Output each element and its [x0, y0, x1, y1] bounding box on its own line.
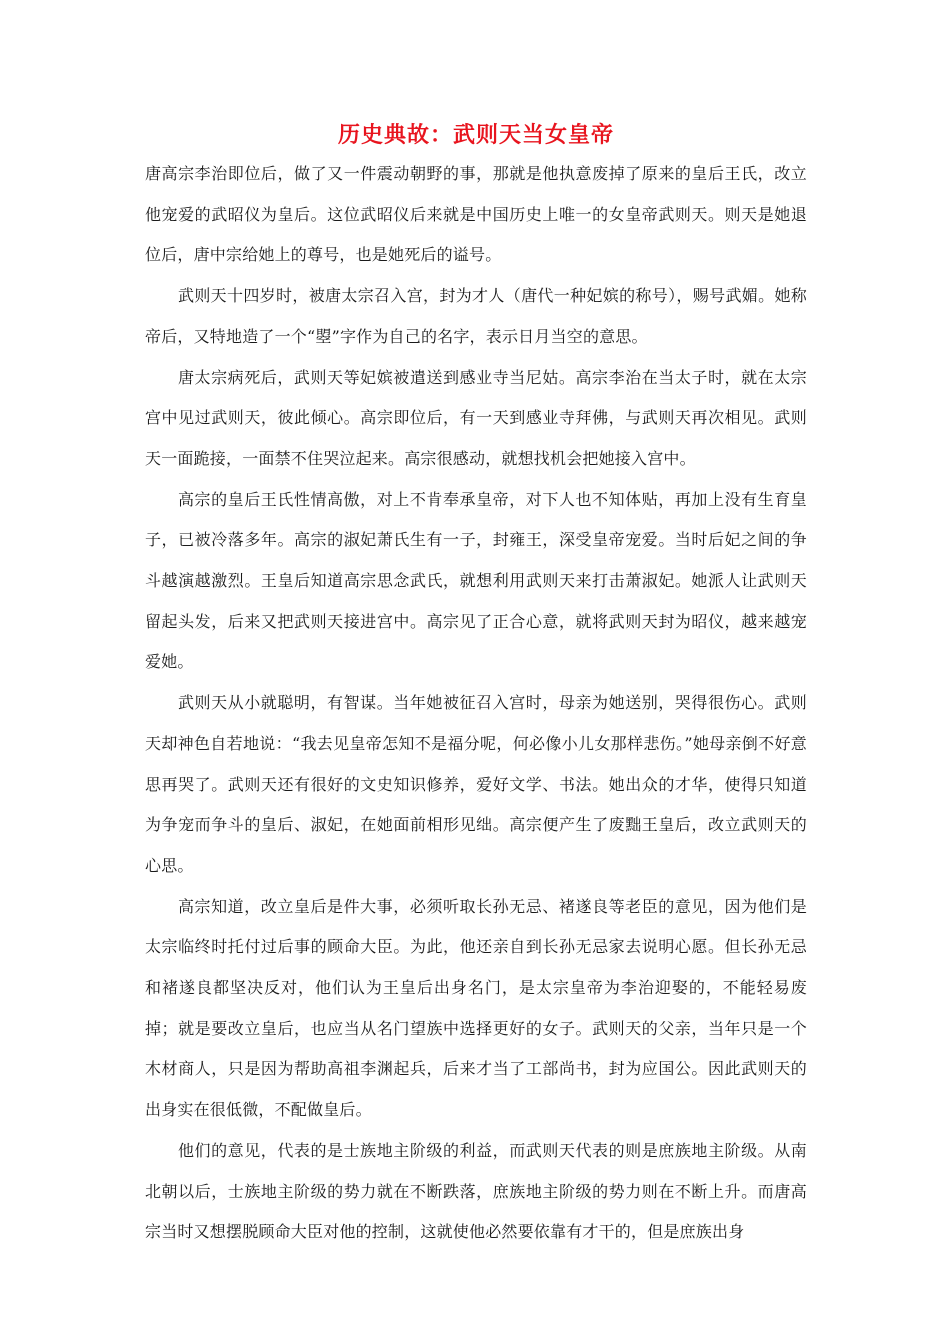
paragraph-6: 高宗知道，改立皇后是件大事，必须听取长孙无忌、褚遂良等老臣的意见，因为他们是太宗临终时托付过后事的顾命大臣。为此，他还亲自到长孙无忌家去说明心愿。但长孙无忌和褚遂良都坚决反对，他们认为王皇后出身名门，是太宗皇帝为李治迎娶的，不能轻易废掉；就是要改立皇后，也应当从名门望族中选择更好的女子。武则天的父亲，当年只是一个木材商人，只是因为帮助高祖李渊起兵，后来才当了工部尚书，封为应国公。因此武则天的出身实在很低微，不配做皇后。: [145, 896, 807, 1120]
paragraph-1: 唐高宗李治即位后，做了又一件震动朝野的事，那就是他执意废掉了原来的皇后王氏，改立他宠爱的武昭仪为皇后。这位武昭仪后来就是中国历史上唯一的女皇帝武则天。则天是她退位后，唐中宗给她上的尊号，也是她死后的谥号。: [145, 164, 807, 265]
document-page: [145, 118, 807, 1253]
paragraph-4: 高宗的皇后王氏性情高傲，对上不肯奉承皇帝，对下人也不知体贴，再加上没有生育皇子，已被冷落多年。高宗的淑妃萧氏生有一子，封雍王，深受皇帝宠爱。当时后妃之间的争斗越演越激烈。王皇后知道高宗思念武氏，就想利用武则天来打击萧淑妃。她派人让武则天留起头发，后来又把武则天接进宫中。高宗见了正合心意，就将武则天封为昭仪，越来越宠爱她。: [145, 489, 807, 672]
paragraph-3: 唐太宗病死后，武则天等妃嫔被遣送到感业寺当尼姑。高宗李治在当太子时，就在太宗宫中见过武则天，彼此倾心。高宗即位后，有一天到感业寺拜佛，与武则天再次相见。武则天一面跪接，一面禁不住哭泣起来。高宗很感动，就想找机会把她接入宫中。: [145, 367, 807, 468]
paragraph-2: 武则天十四岁时，被唐太宗召入宫，封为才人（唐代一种妃嫔的称号），赐号武媚。她称帝后，又特地造了一个“曌”字作为自己的名字，表示日月当空的意思。: [145, 286, 807, 346]
paragraph-5: 武则天从小就聪明，有智谋。当年她被征召入宫时，母亲为她送别，哭得很伤心。武则天却神色自若地说：“我去见皇帝怎知不是福分呢，何必像小儿女那样悲伤。”她母亲倒不好意思再哭了。武则天还有很好的文史知识修养，爱好文学、书法。她出众的才华，使得只知道为争宠而争斗的皇后、淑妃，在她面前相形见绌。高宗便产生了废黜王皇后，改立武则天的心思。: [145, 693, 807, 875]
document-title: 历史典故：武则天当女皇帝: [337, 123, 614, 148]
paragraph-7: 他们的意见，代表的是士族地主阶级的利益，而武则天代表的则是庶族地主阶级。从南北朝以后，士族地主阶级的势力就在不断跌落，庶族地主阶级的势力则在不断上升。而唐高宗当时又想摆脱顾命大臣对他的控制，这就使他必然要依靠有才干的，但是庶族出身: [145, 1140, 807, 1242]
